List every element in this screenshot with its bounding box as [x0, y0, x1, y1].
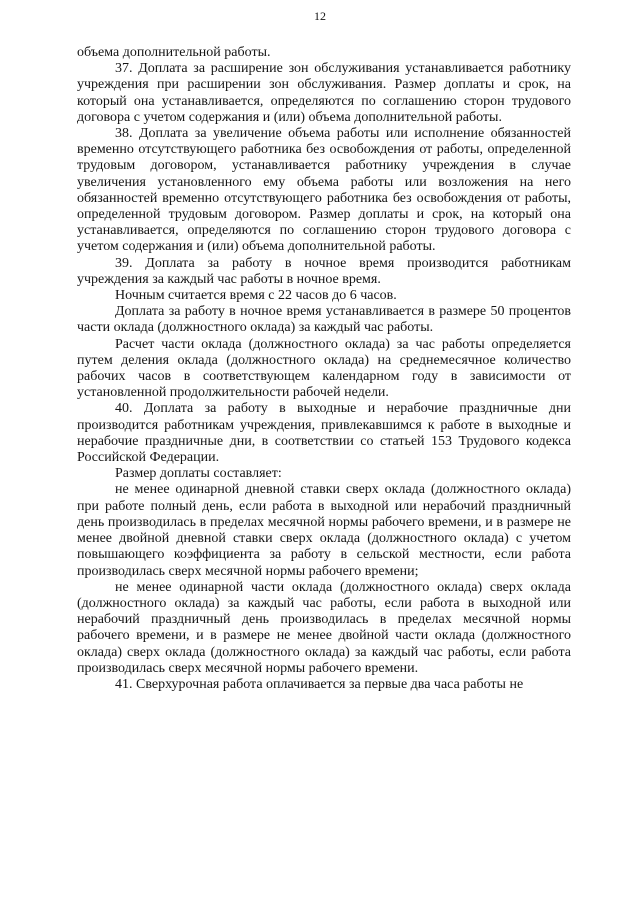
- paragraph-continuation: объема дополнительной работы.: [77, 45, 271, 60]
- paragraph-37: 37. Доплата за расширение зон обслуживания устанавливается работнику учреждения при расширении зон обслуживания. Размер доплаты и срок, на который она устанавливается, определяются по соглашению сторон трудового договора с учетом содержания и (или) объема дополнительной работы.: [77, 61, 571, 125]
- paragraph-night-time: Ночным считается время с 22 часов до 6 часов.: [115, 288, 397, 304]
- paragraph-39: 39. Доплата за работу в ночное время производится работникам учреждения за каждый час работы в ночное время.: [77, 255, 571, 287]
- paragraph-38: 38. Доплата за увеличение объема работы или исполнение обязанностей временно отсутствующего работника без освобождения от работы, определенной трудовым договором, устанавливается работнику учреждения в случае увеличения установленного ему объема работы или возложения на него обязанностей временно отсутствующего работника без освобождения от работы, определенной трудовым договором. Размер доплаты и срок, на который она устанавливается, определяются по соглашению сторон трудового договора с учетом содержания и (или) объема дополнительной работы.: [77, 126, 571, 255]
- paragraph-night-rate: Доплата за работу в ночное время устанавливается в размере 50 процентов части оклада (должностного оклада) за каждый час работы.: [77, 304, 571, 336]
- paragraph-hourly-calculation: Расчет части оклада (должностного оклада) за час работы определяется путем деления оклада (должностного оклада) на среднемесячное количество рабочих часов в соответствующем календарном году в зависимости от установленной продолжительности рабочей недели.: [77, 336, 571, 401]
- paragraph-hourly-rate: не менее одинарной части оклада (должностного оклада) сверх оклада (должностного оклада) за каждый час работы, если работа в выходной или нерабочий праздничный день производилась в пределах месячной нормы рабочего времени, и в размере не менее двойной части оклада (должностного оклада) сверх оклада (должностного оклада) за каждый час работы, если работа производилась сверх месячной нормы рабочего времени.: [77, 579, 571, 676]
- paragraph-40: 40. Доплата за работу в выходные и нерабочие праздничные дни производится работникам учреждения, привлекавшимся к работе в выходные и нерабочие праздничные дни, в соответствии со статьей 153 Трудового кодекса Российской Федерации.: [77, 401, 571, 466]
- page-number: 12: [314, 9, 326, 23]
- document-body: [77, 45, 571, 693]
- paragraph-full-day-rate: не менее одинарной дневной ставки сверх оклада (должностного оклада) при работе полный день, если работа в выходной или нерабочий праздничный день производилась в пределах месячной нормы рабочего времени, и в размере не менее двойной дневной ставки сверх оклада (должностного оклада) с учетом повышающего коэффициента за работу в сельской местности, если работа производилась сверх месячной нормы рабочего времени;: [77, 482, 571, 579]
- paragraph-payment-size: Размер доплаты составляет:: [115, 466, 282, 482]
- paragraph-41: 41. Сверхурочная работа оплачивается за первые два часа работы не: [115, 676, 524, 692]
